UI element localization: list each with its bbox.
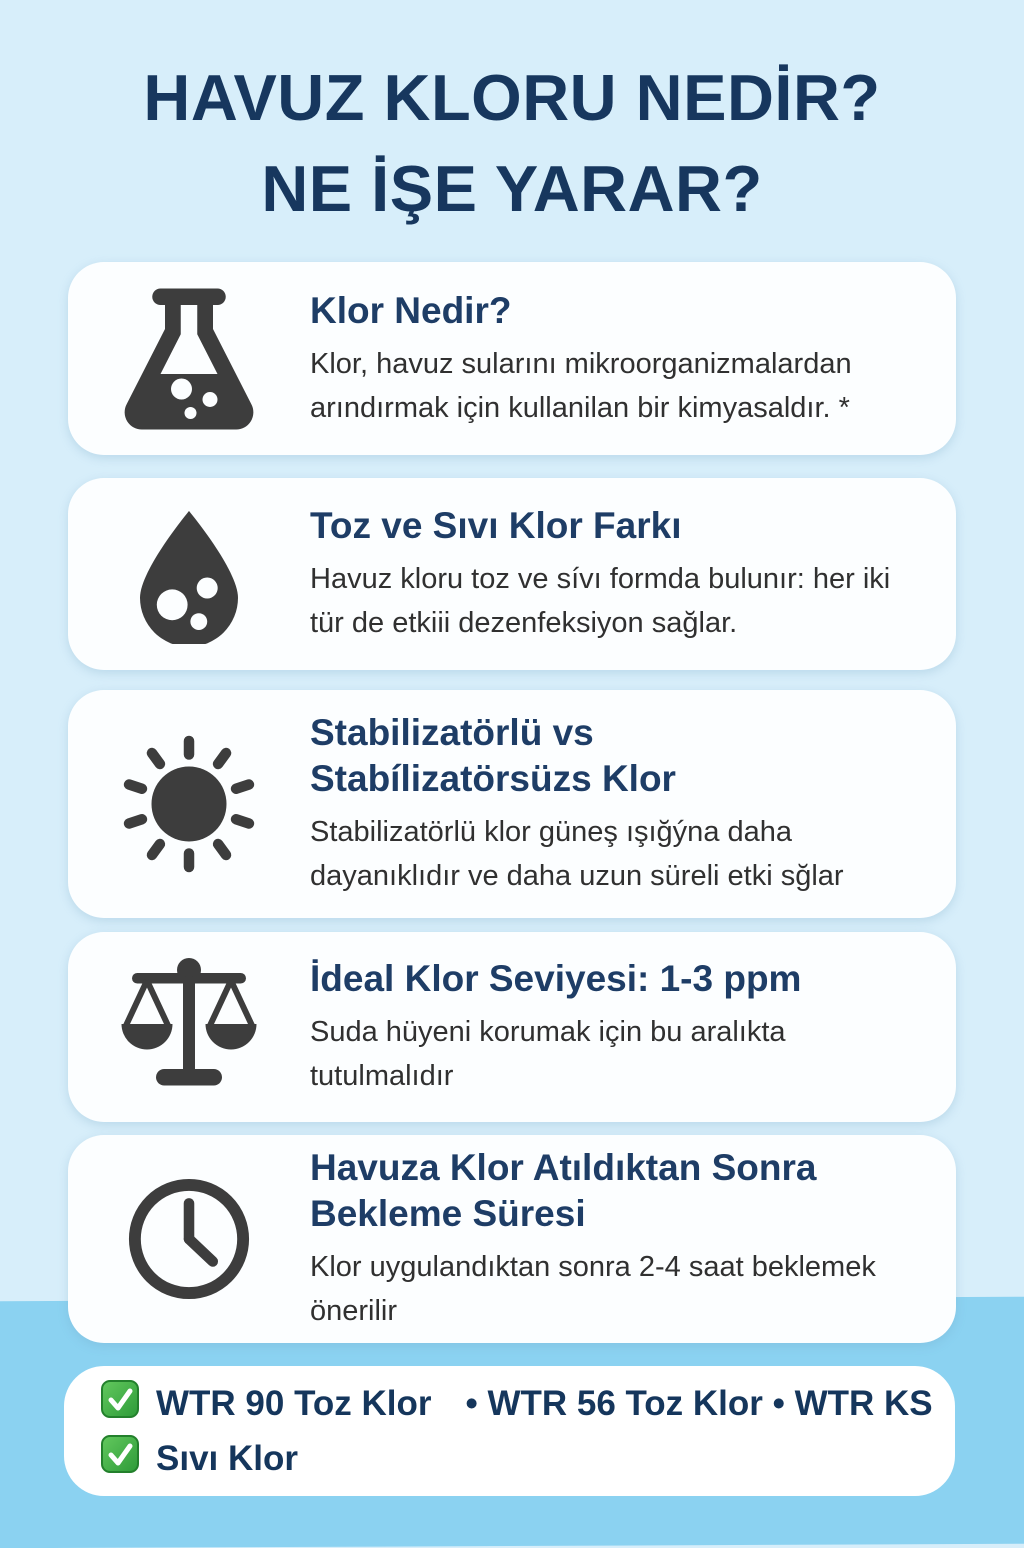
info-card-klor-nedir	[68, 262, 956, 455]
card-text-block	[310, 1145, 928, 1333]
card-body: Havuz kloru toz ve sívı formda bulunır: her iki tür de etkiii dezenfeksiyon sağlar.	[310, 563, 891, 639]
flask-icon	[114, 284, 264, 434]
card-heading-line1: Toz ve Sıvı Klor Farkı	[310, 505, 682, 546]
card-body: Stabilizatörlü klor güneş ışığýna daha dayanıklıdır ve daha uzun süreli etki sğlar	[310, 816, 844, 892]
card-text-block	[310, 288, 928, 430]
page-title-line1: HAVUZ KLORU NEDİR?	[143, 61, 881, 134]
product-label: WTR 90 Toz Klor	[156, 1383, 432, 1423]
page-title-line2: NE İŞE YARAR?	[261, 152, 763, 225]
card-heading-line2: Stabílizatörsüzs Klor	[310, 758, 676, 799]
card-body: Suda hüyeni korumak için bu aralıkta tutulmalıdır	[310, 1016, 786, 1092]
page-title	[0, 52, 1024, 234]
info-card-stabilizator	[68, 690, 956, 918]
card-heading-line1: Stabilizatörlü vs	[310, 712, 594, 753]
card-heading-line1: Havuza Klor Atıldıktan Sonra	[310, 1147, 817, 1188]
product-row-2	[100, 1434, 955, 1483]
info-card-ideal-seviye	[68, 932, 956, 1122]
clock-icon	[114, 1173, 264, 1305]
card-text-block	[310, 710, 928, 898]
green-checkbox-icon	[100, 1379, 140, 1428]
card-heading	[310, 710, 928, 802]
water-drop-icon	[114, 504, 264, 644]
green-checkbox-icon	[100, 1434, 140, 1483]
card-heading-line1: Klor Nedir?	[310, 289, 512, 331]
product-label: Sıvı Klor	[156, 1438, 298, 1478]
card-heading	[310, 1145, 928, 1237]
info-card-toz-sivi-fark	[68, 478, 956, 670]
card-heading	[310, 956, 928, 1002]
info-card-bekleme-suresi	[68, 1135, 956, 1343]
card-text-block	[310, 956, 928, 1098]
balance-scale-icon	[114, 952, 264, 1102]
card-heading-line1: İdeal Klor Seviyesi: 1-3 ppm	[310, 958, 802, 999]
card-body: Klor uygulandıktan sonra 2-4 saat beklemek önerilir	[310, 1251, 876, 1327]
card-heading-line2: Bekleme Süresi	[310, 1193, 586, 1234]
product-row-1	[100, 1379, 955, 1428]
card-heading	[310, 288, 928, 334]
product-list-card	[64, 1366, 955, 1496]
sun-icon	[114, 729, 264, 879]
card-heading	[310, 503, 928, 549]
card-body: Klor, havuz sularını mikroorganizmalardan arındırmak için kullanilan bir kimyasaldır. *	[310, 347, 852, 424]
product-label: • WTR 56 Toz Klor • WTR KS	[465, 1383, 933, 1423]
card-text-block	[310, 503, 928, 645]
